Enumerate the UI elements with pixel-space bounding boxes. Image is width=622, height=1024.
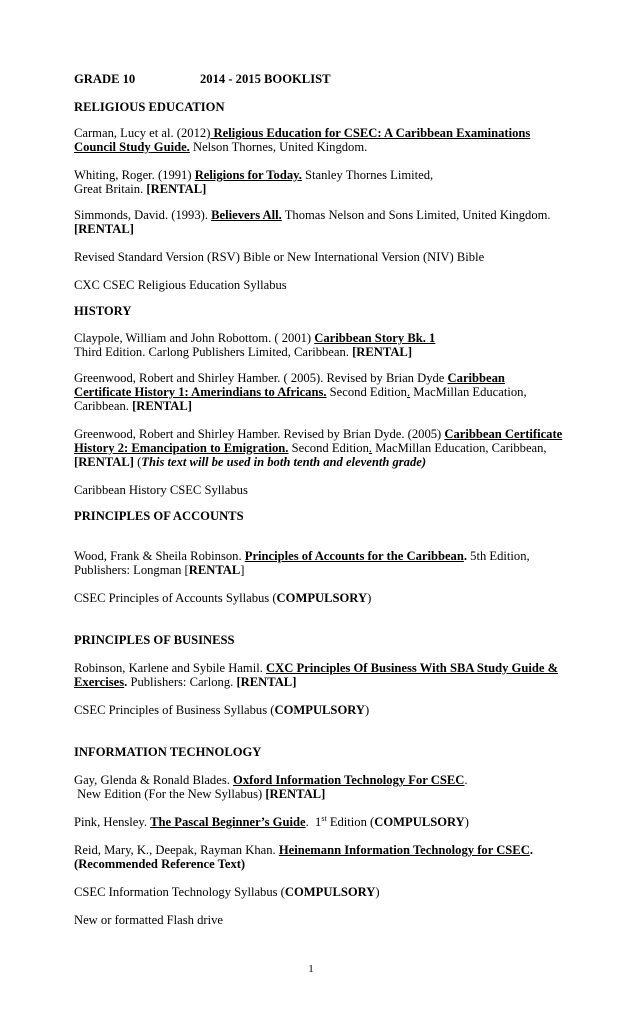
- compulsory-tag: COMPULSORY: [276, 591, 368, 605]
- history-entry-2: Greenwood, Robert and Shirley Hamber. ( 2005). Revised by Brian Dyde Caribbean Certificate History 1: Amerindians to Africans. Second Edition. MacMillan Education, Caribbean. [RENTAL]: [74, 371, 527, 413]
- rental-tag: [RENTAL]: [74, 222, 134, 236]
- history-entry-1: Claypole, William and John Robottom. ( 2001) Caribbean Story Bk. 1 Third Edition. Carlong Publishers Limited, Caribbean. [RENTAL]: [74, 331, 436, 359]
- religious-entry-1: Carman, Lucy et al. (2012) Religious Education for CSEC: A Caribbean Examinations Council Study Guide. Nelson Thornes, United Kingdom.: [74, 126, 531, 154]
- history-entry-4: Caribbean History CSEC Syllabus: [74, 483, 248, 497]
- page-number: 1: [308, 963, 314, 975]
- book-title-cont: Council Study Guide.: [74, 140, 190, 154]
- it-entry-4: CSEC Information Technology Syllabus (COMPULSORY): [74, 885, 380, 899]
- book-title: Believers All.: [211, 208, 282, 222]
- rental-tag: [RENTAL]: [146, 182, 207, 196]
- compulsory-tag: COMPULSORY: [274, 703, 365, 717]
- compulsory-tag: COMPULSORY: [374, 815, 465, 829]
- rental-tag: [RENTAL]: [265, 787, 326, 801]
- it-heading: INFORMATION TECHNOLOGY: [74, 745, 262, 759]
- religious-entry-5: CXC CSEC Religious Education Syllabus: [74, 278, 287, 292]
- book-title: Caribbean Certificate: [444, 427, 563, 441]
- book-title: Religious Education for CSEC: A Caribbean Examinations: [210, 126, 531, 140]
- it-entry-2: Pink, Hensley. The Pascal Beginner’s Guide. 1st Edition (COMPULSORY): [74, 814, 469, 829]
- grade-label: GRADE 10: [74, 72, 136, 86]
- accounts-heading: PRINCIPLES OF ACCOUNTS: [74, 509, 244, 523]
- it-entry-3: Reid, Mary, K., Deepak, Rayman Khan. Heinemann Information Technology for CSEC. (Recommended Reference Text): [74, 843, 533, 871]
- history-heading: HISTORY: [74, 304, 132, 318]
- it-entry-1: Gay, Glenda & Ronald Blades. Oxford Information Technology For CSEC. New Edition (For the New Syllabus) [RENTAL]: [74, 773, 468, 801]
- year-label: 2014 - 2015 BOOKLIST: [200, 72, 331, 86]
- accounts-entry-2: CSEC Principles of Accounts Syllabus (COMPULSORY): [74, 591, 372, 605]
- book-title: Oxford Information Technology For CSEC: [233, 773, 465, 787]
- usage-note: This text will be used in both tenth and eleventh grade): [141, 455, 427, 469]
- book-title-cont: History 2: Emancipation to Emigration.: [74, 441, 289, 455]
- book-title: CXC Principles Of Business With SBA Study Guide &: [266, 661, 559, 675]
- rental-tag: [RENTAL]: [74, 455, 134, 469]
- business-entry-1: Robinson, Karlene and Sybile Hamil. CXC Principles Of Business With SBA Study Guide & Exercises. Publishers: Carlong. [RENTAL]: [74, 661, 559, 689]
- business-heading: PRINCIPLES OF BUSINESS: [74, 633, 235, 647]
- book-title: Religions for Today.: [194, 168, 302, 182]
- booklist-header: [74, 72, 554, 86]
- book-title: Heinemann Information Technology for CSEC: [278, 843, 530, 857]
- book-title-cont: Certificate History 1: Amerindians to Africans.: [74, 385, 327, 399]
- religious-entry-4: Revised Standard Version (RSV) Bible or New International Version (NIV) Bible: [74, 250, 485, 264]
- history-entry-3: Greenwood, Robert and Shirley Hamber. Revised by Brian Dyde. (2005) Caribbean Certificate History 2: Emancipation to Emigration. Second Edition. MacMillan Education, Caribbean, [RENTAL] (This text will be used in both tenth and eleventh grade): [74, 427, 563, 469]
- rental-tag: [RENTAL]: [132, 399, 192, 413]
- book-title: Principles of Accounts for the Caribbean: [244, 549, 464, 563]
- religious-education-heading: RELIGIOUS EDUCATION: [74, 100, 225, 114]
- rental-tag: [RENTAL]: [352, 345, 413, 359]
- reference-note: (Recommended Reference Text): [74, 857, 246, 871]
- book-title: Caribbean: [447, 371, 505, 385]
- business-entry-2: CSEC Principles of Business Syllabus (COMPULSORY): [74, 703, 370, 717]
- religious-entry-3: Simmonds, David. (1993). Believers All. Thomas Nelson and Sons Limited, United Kingdom. [RENTAL]: [74, 208, 551, 236]
- religious-entry-2: Whiting, Roger. (1991) Religions for Today. Stanley Thornes Limited, Great Britain. [RENTAL]: [74, 168, 434, 196]
- rental-tag: [RENTAL]: [236, 675, 297, 689]
- book-title: Caribbean Story Bk. 1: [314, 331, 436, 345]
- it-entry-5: New or formatted Flash drive: [74, 913, 223, 927]
- rental-tag: RENTAL: [188, 563, 241, 577]
- book-title-cont: Exercises: [74, 675, 125, 689]
- book-title: The Pascal Beginner’s Guide: [150, 815, 306, 829]
- accounts-entry-1: Wood, Frank & Sheila Robinson. Principles of Accounts for the Caribbean. 5th Edition, Publishers: Longman [RENTAL]: [74, 549, 530, 577]
- compulsory-tag: COMPULSORY: [284, 885, 376, 899]
